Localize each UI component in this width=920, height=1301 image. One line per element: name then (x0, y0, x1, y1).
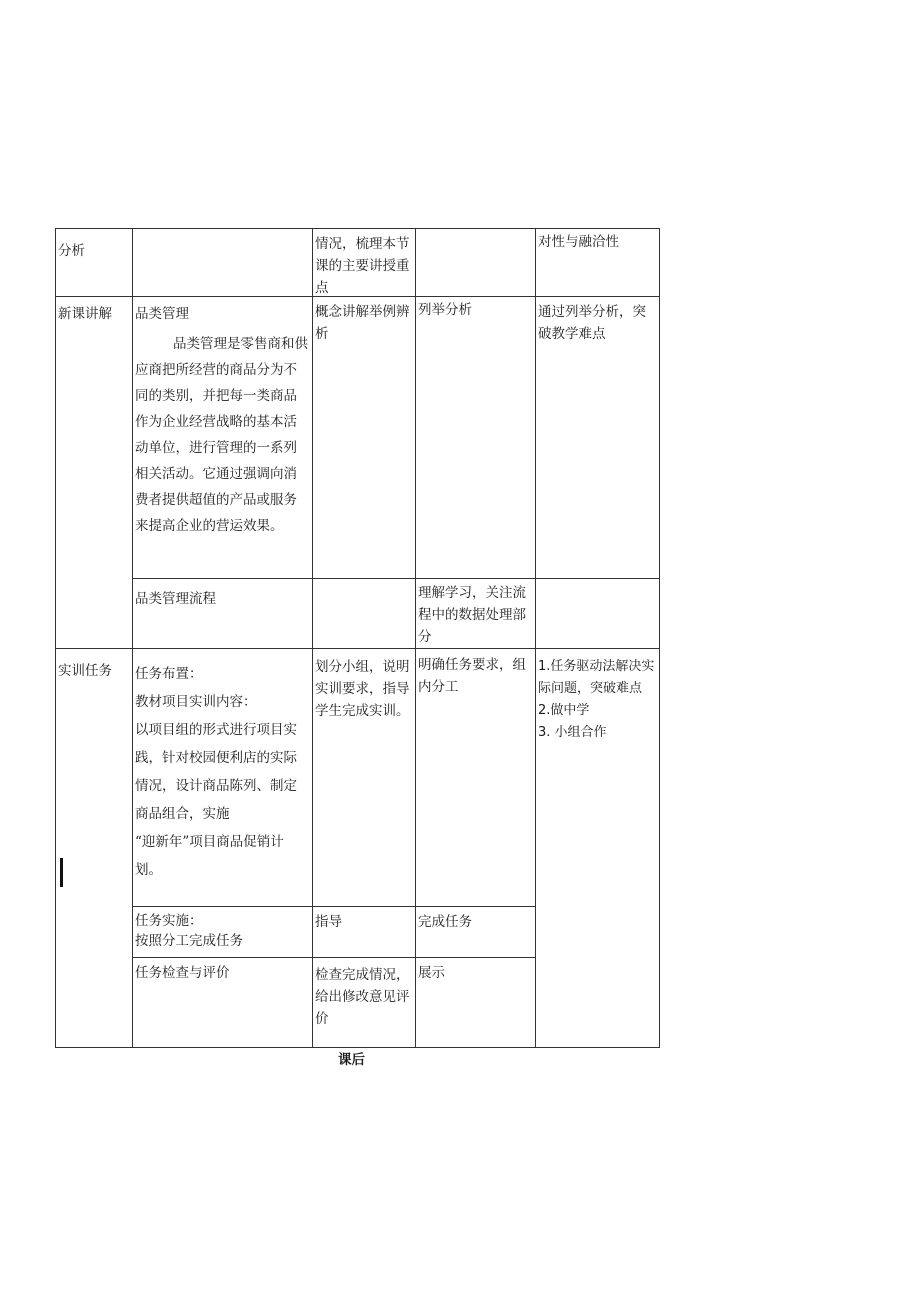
training-line: “迎新年”项目商品促销计划。 (135, 834, 284, 878)
new-lesson-design-intent: 通过列举分析，突破教学难点 (538, 304, 646, 342)
new-lesson-student-activity: 列举分析 (418, 302, 472, 318)
implementation-student-activity: 完成任务 (418, 914, 472, 930)
check-teacher-activity: 检查完成情况，给出修改意见评价 (315, 967, 410, 1027)
analysis-student-activity (416, 229, 535, 233)
design-intent-item: 3. 小组合作 (538, 725, 607, 740)
training-line: 以项目组的形式进行项目实践，针对校园便利店的实际情况，设计商品陈列、制定商品组合，实施 (135, 722, 297, 822)
process-teacher-activity (313, 579, 415, 583)
analysis-design-intent: 对性与融洽性 (538, 234, 619, 250)
training-teacher-activity: 划分小组，说明实训要求，指导学生完成实训。 (315, 659, 410, 719)
training-line: 教材项目实训内容： (135, 694, 257, 710)
analysis-teacher-activity: 情况，梳理本节课的主要讲授重点 (315, 236, 410, 296)
row-label-training: 实训任务 (58, 663, 112, 679)
design-intent-item: 2.做中学 (538, 703, 590, 718)
row-label-new-lesson: 新课讲解 (58, 306, 112, 322)
row-label-analysis: 分析 (58, 243, 85, 259)
implementation-line: 任务实施： (135, 913, 203, 929)
implementation-teacher-activity: 指导 (315, 914, 342, 930)
process-design-intent (536, 579, 659, 583)
process-student-activity: 理解学习，关注流程中的数据处理部分 (418, 585, 526, 645)
training-line: 任务布置： (135, 666, 203, 682)
section-heading-after-class: 课后 (338, 1052, 365, 1068)
training-content (133, 656, 312, 884)
new-lesson-content (133, 299, 312, 539)
table-border-left (55, 228, 56, 1048)
training-student-activity: 明确任务要求，组内分工 (418, 657, 526, 695)
content-heading: 品类管理 (135, 306, 189, 322)
new-lesson-teacher-activity: 概念讲解举例辨析 (315, 304, 410, 342)
implementation-line: 按照分工完成任务 (135, 933, 243, 949)
design-intent-item: 1.任务驱动法解决实际问题，突破难点 (538, 659, 655, 696)
content-paragraph: 品类管理是零售商和供应商把所经营的商品分为不同的类别，并把每一类商品作为企业经营战略的基本活动单位，进行管理的一系列相关活动。它通过强调向消费者提供超值的产品或服务来提高企业的营运效果。 (135, 336, 308, 534)
check-content: 任务检查与评价 (135, 965, 230, 981)
implementation-content (133, 907, 312, 951)
check-student-activity: 展示 (418, 965, 445, 981)
training-design-intent (536, 652, 659, 744)
margin-mark (60, 858, 63, 887)
row-divider (55, 648, 660, 649)
analysis-content-cell (133, 229, 312, 233)
column-divider (535, 228, 536, 1048)
process-content: 品类管理流程 (135, 591, 216, 607)
table-border-right (659, 228, 660, 1048)
